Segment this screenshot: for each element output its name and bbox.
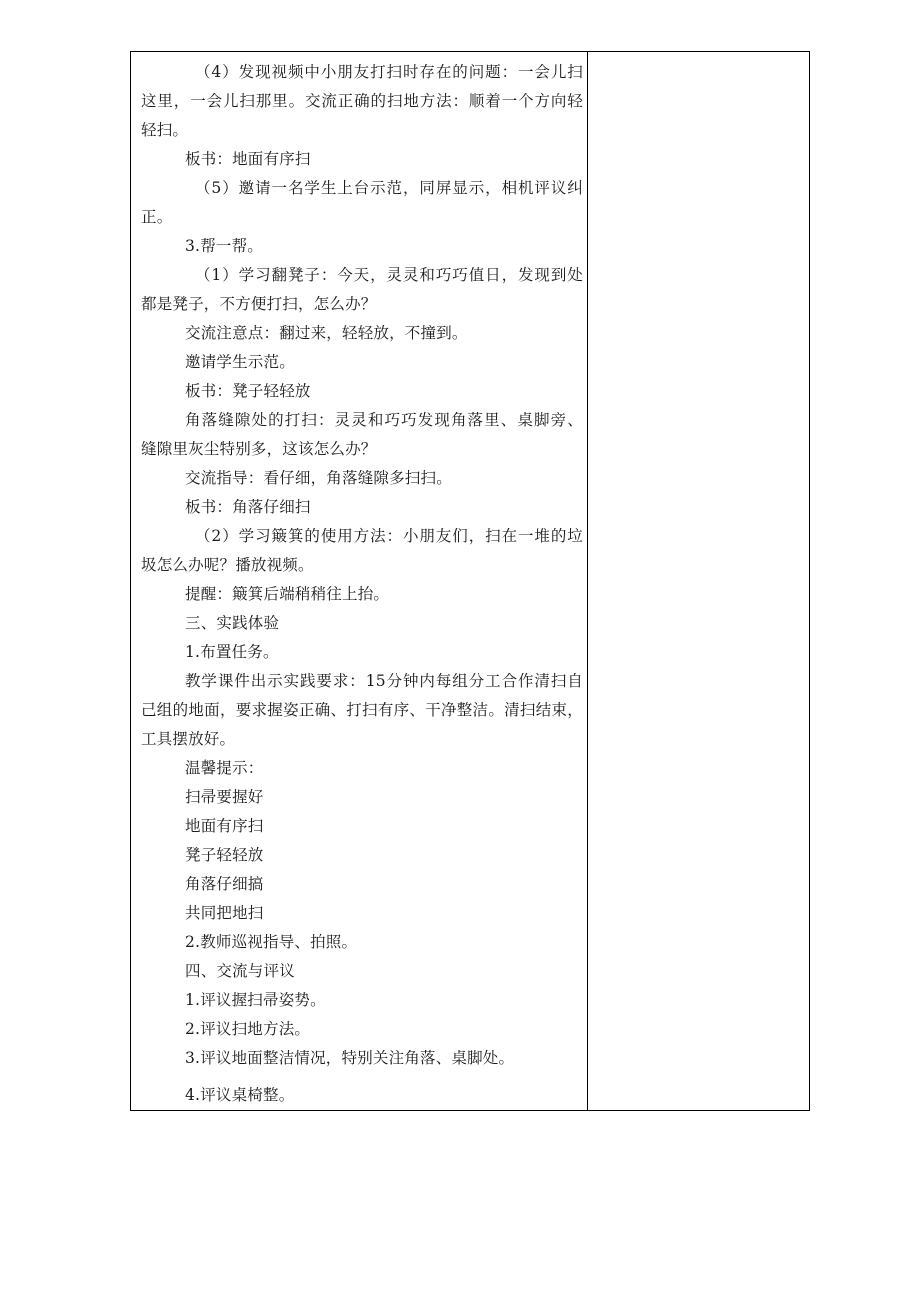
text-line: 都是凳子，不方便打扫，怎么办？ xyxy=(141,295,377,313)
text-line: 圾怎么办呢？播放视频。 xyxy=(141,556,314,574)
text-line: 己组的地面，要求握姿正确、打扫有序、干净整洁。清扫结束， xyxy=(141,701,583,719)
text-line: （1）学习翻凳子：今天，灵灵和巧巧值日，发现到处 xyxy=(195,266,583,284)
text-line: 板书：地面有序扫 xyxy=(185,150,311,168)
lesson-table xyxy=(130,51,810,1111)
lesson-content-cell xyxy=(131,52,587,1110)
text-line: 缝隙里灰尘特别多，这该怎么办？ xyxy=(141,440,377,458)
text-line: 这里，一会儿扫那里。交流正确的扫地方法：顺着一个方向轻 xyxy=(141,92,583,110)
text-line: 角落仔细搞 xyxy=(185,875,264,893)
text-line: 四、交流与评议 xyxy=(185,962,295,980)
text-line: 扫帚要握好 xyxy=(185,788,264,806)
text-line: 2.评议扫地方法。 xyxy=(185,1020,311,1038)
text-line: 板书：凳子轻轻放 xyxy=(185,382,311,400)
text-line: 1.布置任务。 xyxy=(185,643,279,661)
text-line: （2）学习簸箕的使用方法：小朋友们，扫在一堆的垃 xyxy=(195,527,583,545)
text-line: 3.帮一帮。 xyxy=(185,237,263,255)
text-line: 邀请学生示范。 xyxy=(185,353,295,371)
text-line: （4）发现视频中小朋友打扫时存在的问题：一会儿扫 xyxy=(195,63,583,81)
text-line: （5）邀请一名学生上台示范，同屏显示，相机评议纠 xyxy=(195,179,583,197)
text-line: 正。 xyxy=(141,208,173,226)
text-line: 板书：角落仔细扫 xyxy=(185,498,311,516)
text-line: 教学课件出示实践要求：15分钟内每组分工合作清扫自 xyxy=(185,672,583,690)
text-line: 轻扫。 xyxy=(141,121,189,139)
text-line: 3.评议地面整洁情况，特别关注角落、桌脚处。 xyxy=(185,1049,515,1067)
text-line: 1.评议握扫帚姿势。 xyxy=(185,991,326,1009)
text-line: 4.评议桌椅整。 xyxy=(185,1086,295,1104)
text-line: 三、实践体验 xyxy=(185,614,280,632)
text-line: 交流注意点：翻过来，轻轻放，不撞到。 xyxy=(185,324,468,342)
text-line: 共同把地扫 xyxy=(185,904,264,922)
text-line: 凳子轻轻放 xyxy=(185,846,264,864)
text-line: 角落缝隙处的打扫：灵灵和巧巧发现角落里、桌脚旁、 xyxy=(185,411,583,429)
text-line: 提醒：簸箕后端稍稍往上抬。 xyxy=(185,585,390,603)
text-line: 地面有序扫 xyxy=(185,817,264,835)
text-line: 交流指导：看仔细，角落缝隙多扫扫。 xyxy=(185,469,452,487)
text-line: 2.教师巡视指导、拍照。 xyxy=(185,933,358,951)
column-divider xyxy=(587,52,588,1110)
text-line: 温馨提示： xyxy=(185,759,264,777)
text-line: 工具摆放好。 xyxy=(141,730,236,748)
